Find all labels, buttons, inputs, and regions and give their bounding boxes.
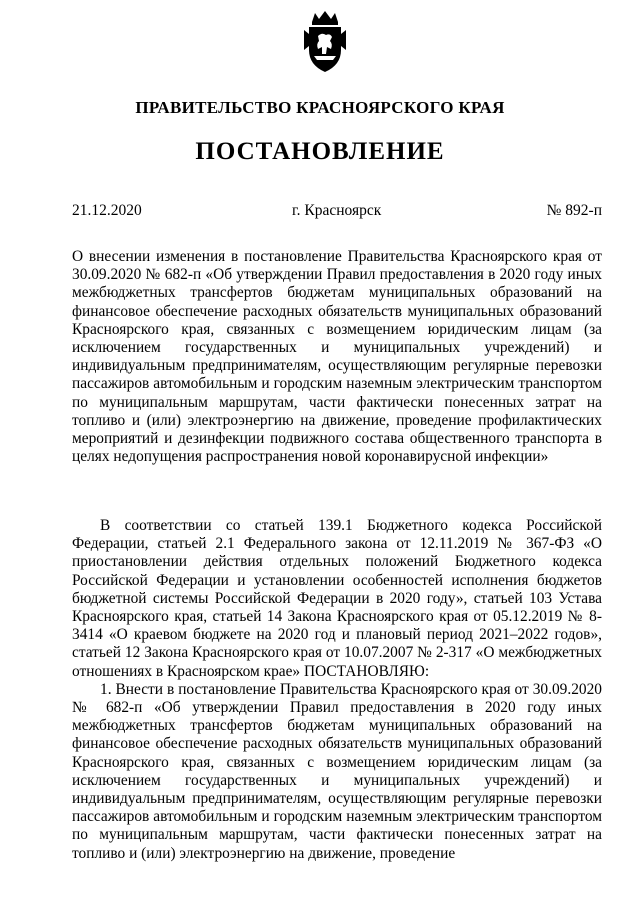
- document-subject: О внесении изменения в постановление Правительства Красноярского края от 30.09.2020 № 682-п «Об утверждении Правил предоставления в 2020 году иных межбюджетных трансфертов бюджетам муниципальных образований на финансовое обеспечение расходных обязательств муниципальных образований Красноярского края, связанных с возмещением юридическим лицам (за исключением государственных и муниципальных учреждений) и индивидуальным предпринимателям, осуществляющим регулярные перевозки пассажиров автомобильным и городским наземным электрическим транспортом по муниципальным маршрутам, части фактически понесенных затрат на топливо и (или) электроэнергию на движение, проведение профилактических мероприятий и дезинфекции подвижного состава общественного транспорта в целях недопущения распространения новой коронавирусной инфекции»: [72, 248, 602, 466]
- item-1-paragraph: 1. Внести в постановление Правительства Красноярского края от 30.09.2020 № 682-п «Об утверждении Правил предоставления в 2020 году иных межбюджетных трансфертов бюджетам муниципальных образований на финансовое обеспечение расходных обязательств муниципальных образований Красноярского края, связанных с возмещением юридическим лицам (за исключением государственных и муниципальных учреждений) и индивидуальным предпринимателям, осуществляющим регулярные перевозки пассажиров автомобильным и городским наземным электрическим транспортом по муниципальным маршрутам, части фактически понесенных затрат на топливо и (или) электроэнергию на движение, проведение: [72, 680, 602, 862]
- document-body: [72, 517, 602, 863]
- preamble-paragraph: В соответствии со статьей 139.1 Бюджетного кодекса Российской Федерации, статьей 2.1 Федерального закона от 12.11.2019 № 367-ФЗ «О приостановлении действия отдельных положений Бюджетного кодекса Российской Федерации и установлении особенностей исполнения бюджетов бюджетной системы Российской Федерации в 2020 году», статьей 103 Устава Красноярского края, статьей 14 Закона Красноярского края от 05.12.2019 № 8-3414 «О краевом бюджете на 2020 год и плановый период 2021–2022 годов», статьей 12 Закона Красноярского края от 10.07.2007 № 2-317 «О межбюджетных отношениях в Красноярском крае» ПОСТАНОВЛЯЮ:: [72, 517, 602, 680]
- document-date: 21.12.2020: [72, 202, 142, 219]
- document-meta: [72, 202, 602, 222]
- krasnoyarsk-krai-coat-of-arms-icon: [300, 10, 350, 76]
- government-title: ПРАВИТЕЛЬСТВО КРАСНОЯРСКОГО КРАЯ: [135, 98, 505, 117]
- document-number: № 892-п: [546, 202, 602, 219]
- document-type: ПОСТАНОВЛЕНИЕ: [195, 138, 445, 165]
- document-city: г. Красноярск: [292, 202, 382, 219]
